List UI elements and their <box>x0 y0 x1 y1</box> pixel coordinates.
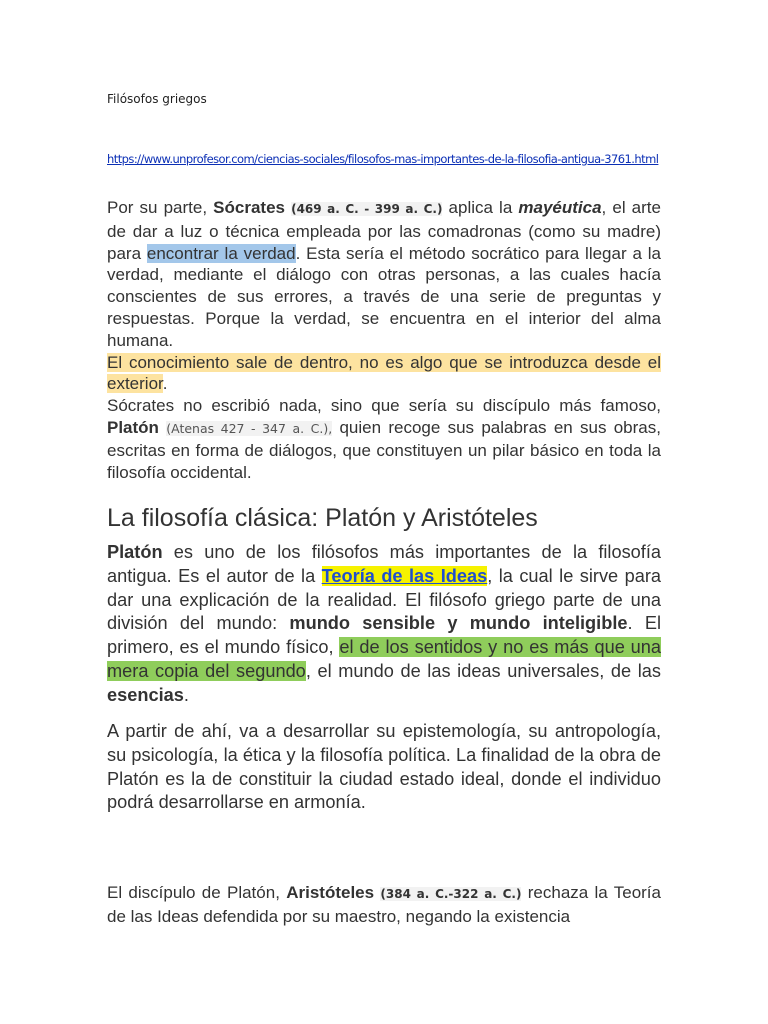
text-run: aplica la <box>442 198 519 217</box>
text-run: . <box>183 684 189 705</box>
aristotle-section <box>107 882 661 928</box>
plato-section <box>107 541 661 708</box>
plato-dates: (Atenas 427 - 347 a. C.), <box>166 420 333 436</box>
socrates-paragraph <box>107 197 661 352</box>
text-run: , la cual le sirve para dar una explicación de la realidad. El filósofo griego parte de una división del mundo: <box>107 565 662 634</box>
text-run: Por su parte, <box>107 198 214 217</box>
highlight-senses: el de los sentidos y no es más que una mera copia del segundo <box>107 637 661 681</box>
section-heading: La filosofía clásica: Platón y Aristóteles <box>107 504 538 532</box>
text-run: . <box>162 374 168 394</box>
text-run: . El primero, es el mundo físico, <box>107 613 661 658</box>
plato-name: Platón <box>107 417 159 437</box>
text-run: Sócrates no escribió nada, sino que sería su discípulo más famoso, <box>107 396 661 416</box>
text-run: rechaza la Teoría de las Ideas defendida por su maestro, negando la existencia <box>107 883 661 926</box>
aristotle-paragraph <box>107 882 661 928</box>
socrates-dates: (469 a. C. - 399 a. C.) <box>291 202 443 216</box>
intro-section <box>107 197 661 483</box>
plato-philosophy-section <box>107 720 661 815</box>
text-run: . Esta sería el método socrático para llegar a la verdad, mediante el diálogo con otras personas, a las cuales hacía conscientes de sus errores, a través de una serie de preguntas y respuestas. Porque la verdad, se encuentra en el interior del alma humana. <box>107 243 662 350</box>
worlds-term: mundo sensible y mundo inteligible <box>289 613 628 634</box>
text-run: , el mundo de las ideas universales, de las <box>305 660 661 681</box>
mayeutica-term: mayéutica <box>518 198 602 217</box>
aristotle-dates: (384 a. C.-322 a. C.) <box>380 887 522 901</box>
essences-term: esencias <box>107 684 184 705</box>
plato-name: Platón <box>107 542 163 562</box>
aristotle-name: Aristóteles <box>286 883 375 902</box>
text-run: es uno de los filósofos más importantes de la filosofía antigua. Es el autor de la <box>107 542 661 586</box>
plato-intro-paragraph <box>107 395 661 483</box>
plato-paragraph <box>107 541 661 708</box>
text-run: El discípulo de Platón, <box>107 883 287 902</box>
theory-of-ideas-link[interactable]: Teoría de las Ideas <box>321 565 488 586</box>
highlight-knowledge: El conocimiento sale de dentro, no es algo que se introduzca desde el exterior <box>107 352 661 394</box>
philosophy-paragraph: A partir de ahí, va a desarrollar su epistemología, su antropología, su psicología, la ética y la filosofía política. La finalidad de la obra de Platón es la de constituir la ciudad estado ideal, donde el individuo podrá desarrollarse en armonía. <box>107 721 661 813</box>
text-run: , el arte de dar a luz o técnica empleada por las comadronas (como su madre) para <box>107 198 661 263</box>
socrates-name: Sócrates <box>213 198 285 217</box>
document-title: Filósofos griegos <box>107 92 207 106</box>
knowledge-paragraph <box>107 352 661 396</box>
text-run: quien recoge sus palabras en sus obras, escritas en forma de diálogos, que constituyen un pilar básico en toda la filosofía occidental. <box>107 417 661 482</box>
highlight-truth: encontrar la verdad <box>146 243 296 263</box>
source-link[interactable]: https://www.unprofesor.com/ciencias-sociales/filosofos-mas-importantes-de-la-filosofia-antigua-3761.html <box>107 152 659 166</box>
